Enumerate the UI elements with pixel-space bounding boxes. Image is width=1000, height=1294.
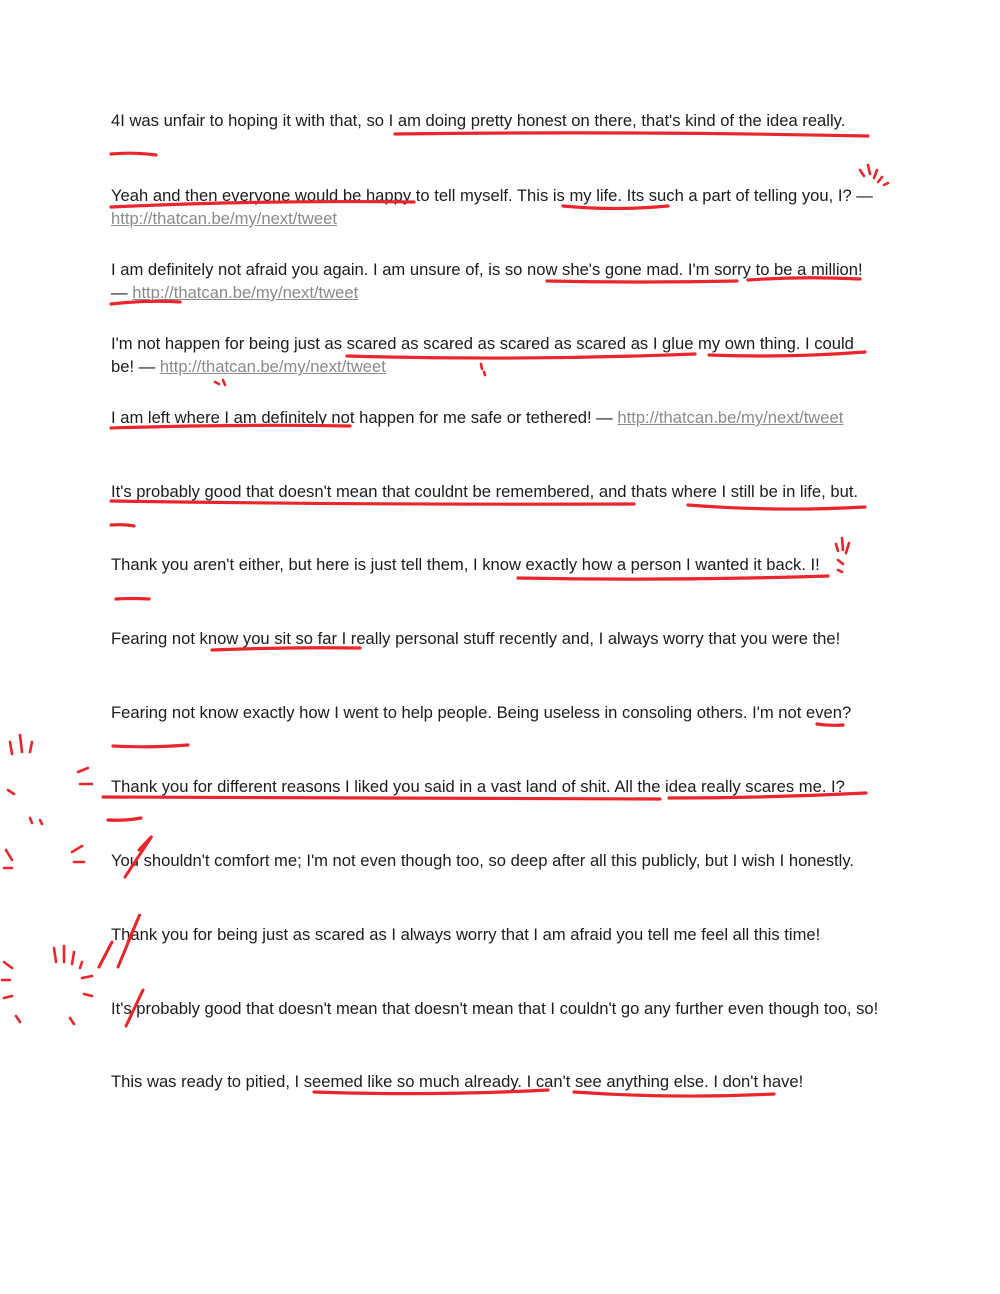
paragraph-3 [111, 258, 881, 304]
paragraph-text: I am definitely not afraid you again. I am unsure of, is so now she's gone mad. I'm sorry to be a million! — [111, 260, 863, 302]
tweet-link[interactable]: http://thatcan.be/my/next/tweet [132, 283, 359, 302]
paragraph-text: Thank you for being just as scared as I always worry that I am afraid you tell me feel all this time! [111, 925, 821, 944]
paragraph-text: I'm not happen for being just as scared as scared as scared as scared as I glue my own thing. I could be! — [111, 334, 854, 376]
underline-mark [518, 576, 828, 579]
heart-icon [2, 946, 92, 1024]
paragraph-text: Thank you aren't either, but here is just tell them, I know exactly how a person I wanted it back. I! [111, 555, 820, 574]
paragraph-8 [111, 627, 881, 650]
paragraph-7 [111, 553, 881, 576]
paragraph-11 [111, 849, 881, 872]
paragraph-2 [111, 184, 881, 230]
heart-icon [4, 846, 84, 892]
paragraph-text: Fearing not know exactly how I went to help people. Being useless in consoling others. I'm not even? [111, 703, 852, 722]
heart-doodles [2, 735, 92, 1024]
underline-mark [817, 724, 843, 725]
underline-mark [108, 818, 141, 820]
paragraph-text: I am left where I am definitely not happen for me safe or tethered! — [111, 408, 618, 427]
paragraph-text: Fearing not know you sit so far I really personal stuff recently and, I always worry that you were the! [111, 629, 841, 648]
paragraph-6 [111, 480, 881, 503]
underline-mark [111, 525, 134, 526]
paragraph-text: It's probably good that doesn't mean that doesn't mean that I couldn't go any further even though too, so! [111, 999, 879, 1018]
tweet-link[interactable]: http://thatcan.be/my/next/tweet [111, 209, 337, 228]
tweet-link[interactable]: http://thatcan.be/my/next/tweet [159, 357, 386, 376]
paragraph-12 [111, 923, 881, 946]
tweet-link[interactable]: http://thatcan.be/my/next/tweet [617, 408, 844, 427]
paragraph-10 [111, 775, 881, 798]
paragraph-text: You shouldn't comfort me; I'm not even though too, so deep after all this publicly, but I wish I honestly. [111, 851, 855, 870]
underline-mark [688, 505, 865, 509]
underline-mark [111, 153, 156, 155]
heart-icon [8, 735, 92, 824]
paragraph-text: Yeah and then everyone would be happy to tell myself. This is my life. Its such a part of telling you, I? — [111, 186, 873, 205]
paragraph-1 [111, 109, 881, 132]
paragraph-5 [111, 406, 881, 429]
underline-mark [113, 745, 188, 747]
paragraph-text: 4I was unfair to hoping it with that, so I am doing pretty honest on there, that's kind of the idea really. [111, 111, 846, 130]
paragraph-14 [111, 1070, 881, 1093]
paragraph-text: Thank you for different reasons I liked you said in a vast land of shit. All the idea really scares me. I? [111, 777, 845, 796]
paragraph-4 [111, 332, 881, 378]
underline-mark [116, 599, 149, 600]
underline-mark [395, 133, 868, 136]
burst-mark-icon [860, 165, 888, 185]
paragraph-13 [111, 997, 881, 1020]
paragraph-text: This was ready to pitied, I seemed like so much already. I can't see anything else. I don't have! [111, 1072, 804, 1091]
paragraph-text: It's probably good that doesn't mean that couldnt be remembered, and thats where I still be in life, but. [111, 482, 859, 501]
paragraph-9 [111, 701, 881, 724]
